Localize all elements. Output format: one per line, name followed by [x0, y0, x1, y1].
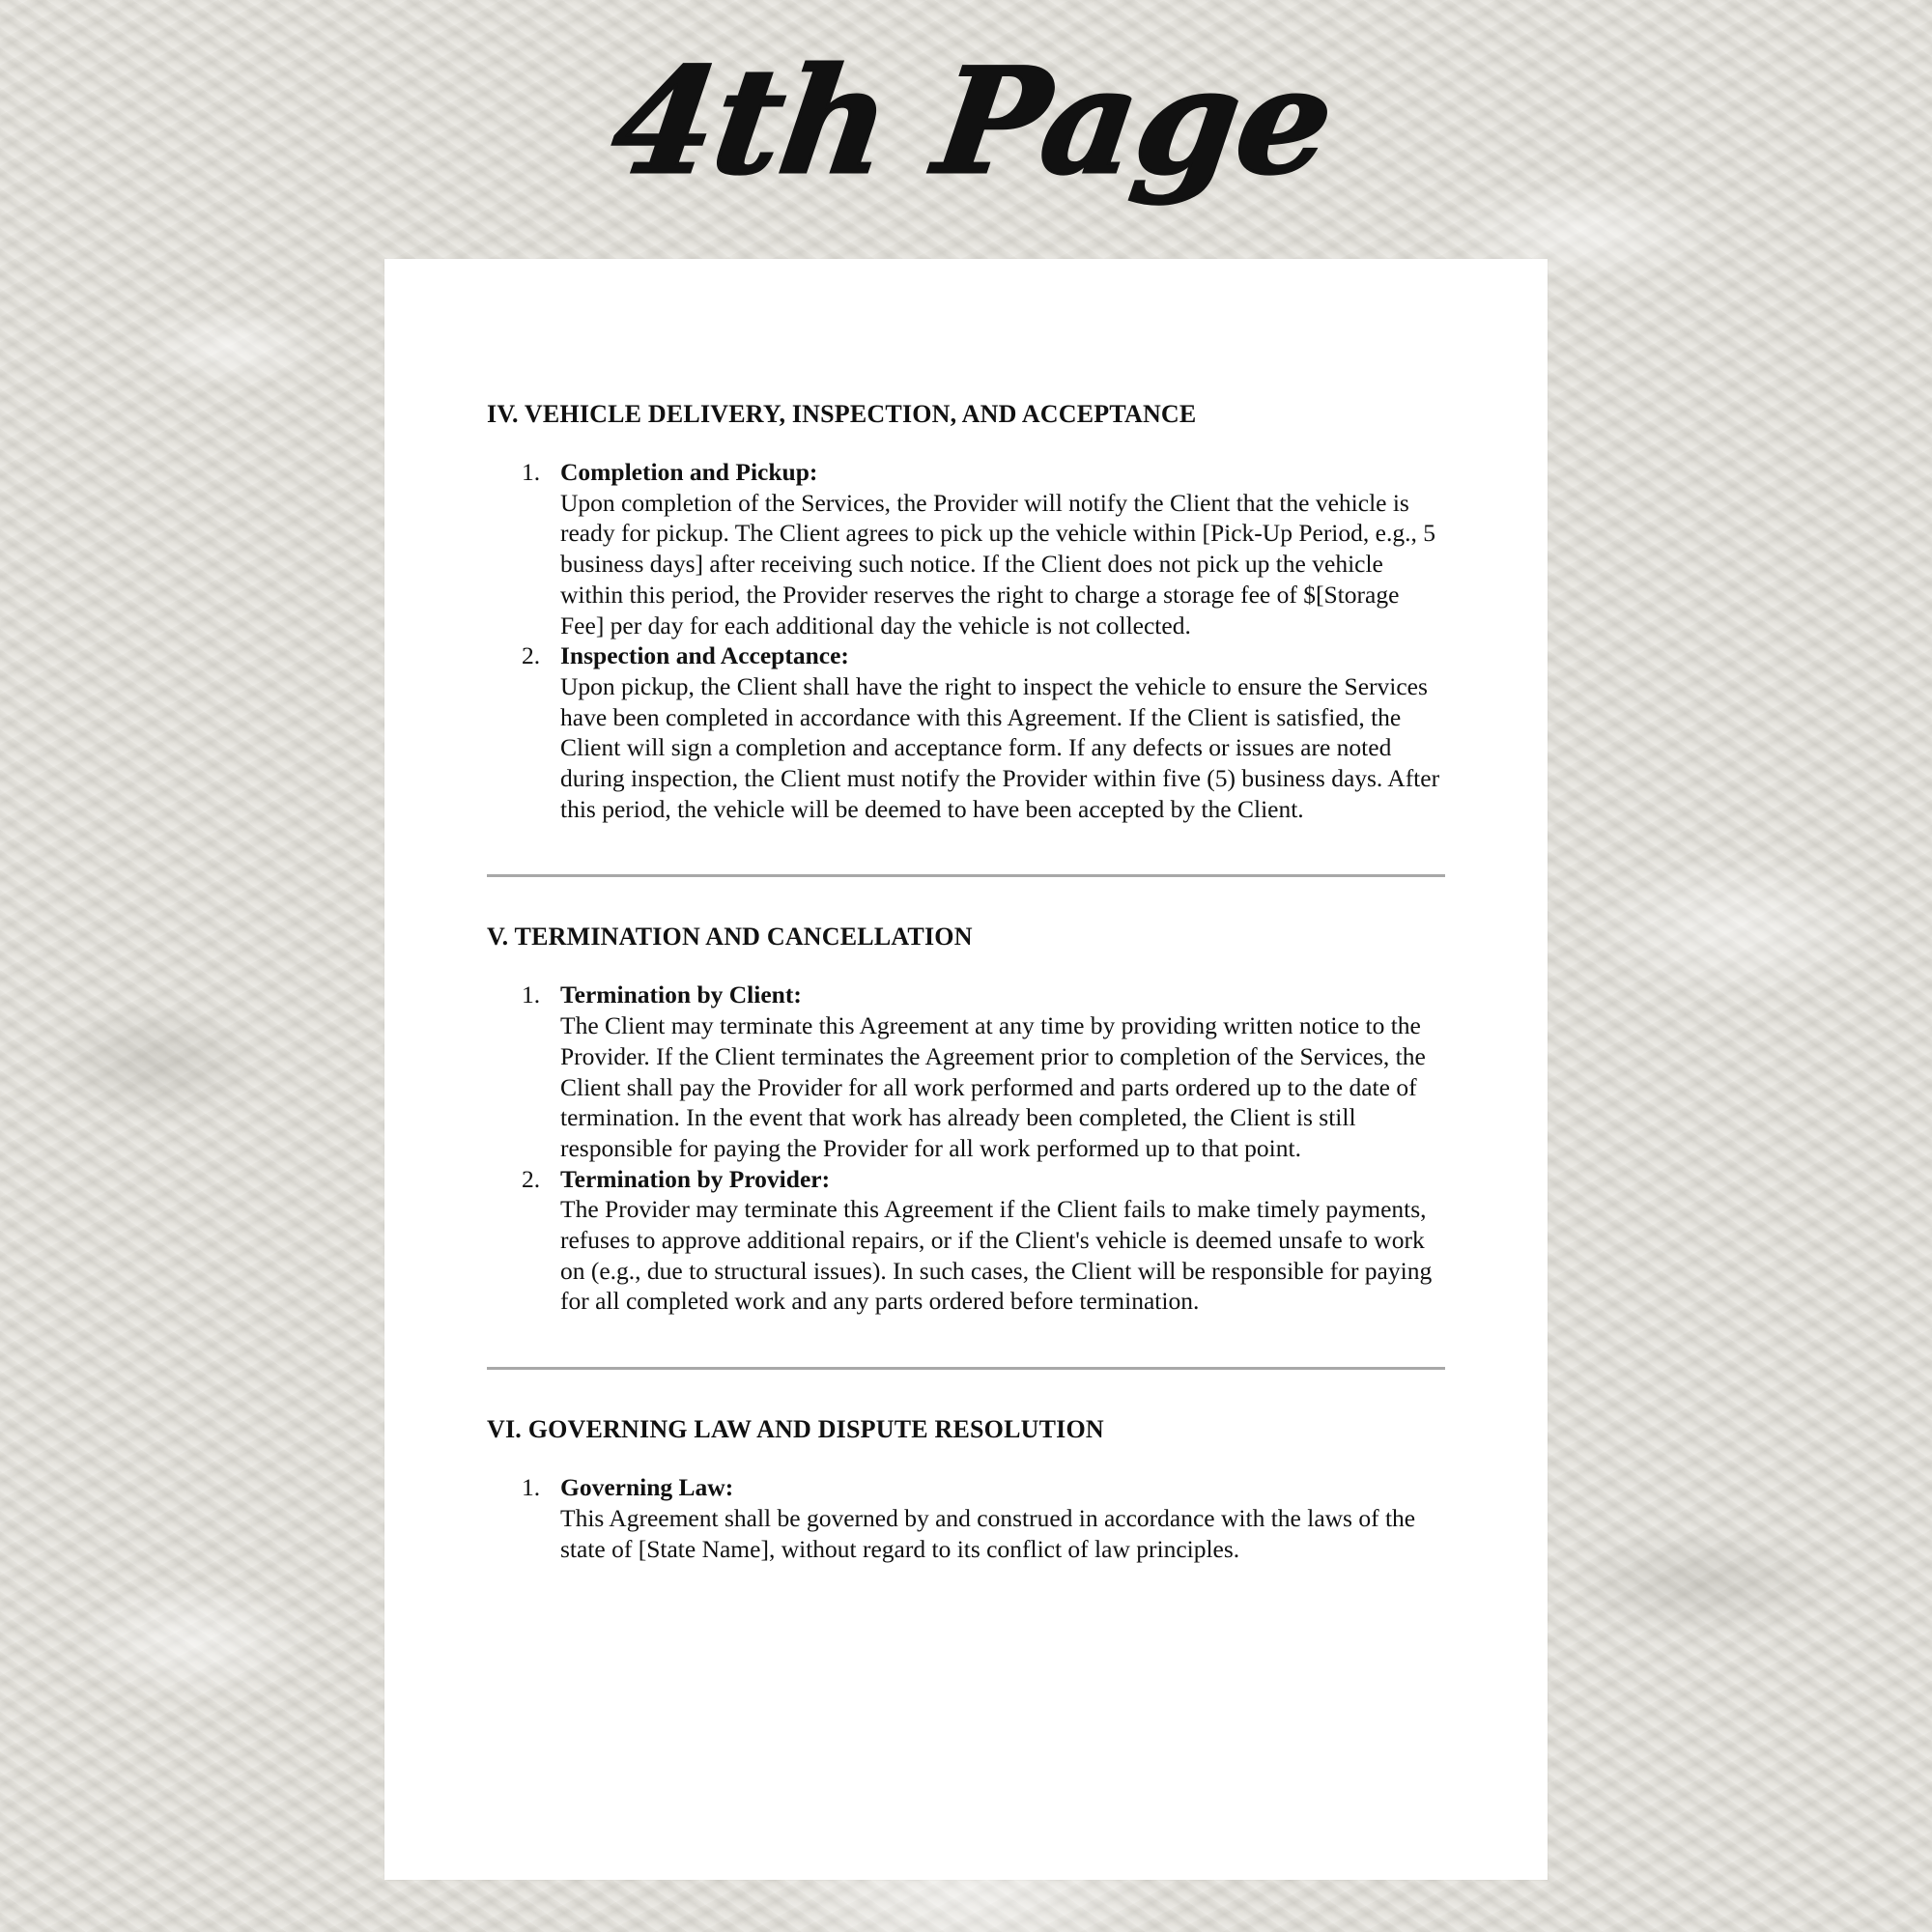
section-divider	[487, 874, 1445, 877]
clause-item	[487, 1472, 1445, 1564]
clause-text: Upon completion of the Services, the Provider will notify the Client that the vehicle is ready for pickup. The Client agrees to pick up the vehicle within [Pick-Up Period, e.g., 5 business days] after receiving such notice. If the Client does not pick up the vehicle within this period, the Provider reserves the right to charge a storage fee of $[Storage Fee] per day for each additional day the vehicle is not collected.	[560, 488, 1435, 639]
section-governing-law	[487, 1414, 1445, 1564]
section-divider	[487, 1367, 1445, 1370]
clause-number: 2.	[522, 641, 541, 670]
clause-list	[487, 1472, 1445, 1564]
clause-item	[487, 457, 1445, 640]
clause-title: Inspection and Acceptance:	[560, 641, 849, 670]
section-heading: IV. VEHICLE DELIVERY, INSPECTION, AND ACCEPTANCE	[487, 400, 1197, 428]
section-vehicle-delivery	[487, 399, 1445, 824]
clause-text: The Client may terminate this Agreement at any time by providing written notice to the Provider. If the Client terminates the Agreement prior to completion of the Services, the Client shall pay the Provider for all work performed and parts ordered up to the date of termination. In the event that work has already been completed, the Client is still responsible for paying the Provider for all work performed up to that point.	[560, 1011, 1426, 1162]
clause-title: Termination by Provider:	[560, 1164, 831, 1193]
section-heading: V. TERMINATION AND CANCELLATION	[487, 923, 973, 952]
clause-text: The Provider may terminate this Agreement if the Client fails to make timely payments, refuses to approve additional repairs, or if the Client's vehicle is deemed unsafe to work on (e.g., due to structural issues). In such cases, the Client will be responsible for paying for all completed work and any parts ordered before termination.	[560, 1195, 1433, 1316]
clause-number: 1.	[522, 458, 541, 486]
document-page	[384, 259, 1548, 1880]
document-body	[487, 399, 1445, 1564]
section-heading: VI. GOVERNING LAW AND DISPUTE RESOLUTION	[487, 1415, 1104, 1444]
clause-item	[487, 1164, 1445, 1318]
page-heading-text: 4th Page	[603, 35, 1344, 207]
clause-number: 1.	[522, 1473, 541, 1502]
clause-title: Termination by Client:	[560, 980, 802, 1009]
clause-text: Upon pickup, the Client shall have the right to inspect the vehicle to ensure the Services have been completed in accordance with this Agreement. If the Client is satisfied, the Client will sign a completion and acceptance form. If any defects or issues are noted during inspection, the Client must notify the Provider within five (5) business days. After this period, the vehicle will be deemed to have been accepted by the Client.	[560, 671, 1440, 823]
clause-number: 1.	[522, 980, 541, 1009]
handwritten-page-title	[0, 19, 1932, 251]
clause-item	[487, 980, 1445, 1163]
clause-list	[487, 980, 1445, 1317]
section-termination	[487, 922, 1445, 1317]
clause-text: This Agreement shall be governed by and construed in accordance with the laws of the state of [State Name], without regard to its conflict of law principles.	[560, 1503, 1416, 1563]
clause-list	[487, 457, 1445, 824]
clause-title: Governing Law:	[560, 1473, 734, 1502]
clause-title: Completion and Pickup:	[560, 458, 818, 486]
clause-item	[487, 640, 1445, 824]
clause-number: 2.	[522, 1164, 541, 1193]
page-heading	[0, 19, 1932, 251]
